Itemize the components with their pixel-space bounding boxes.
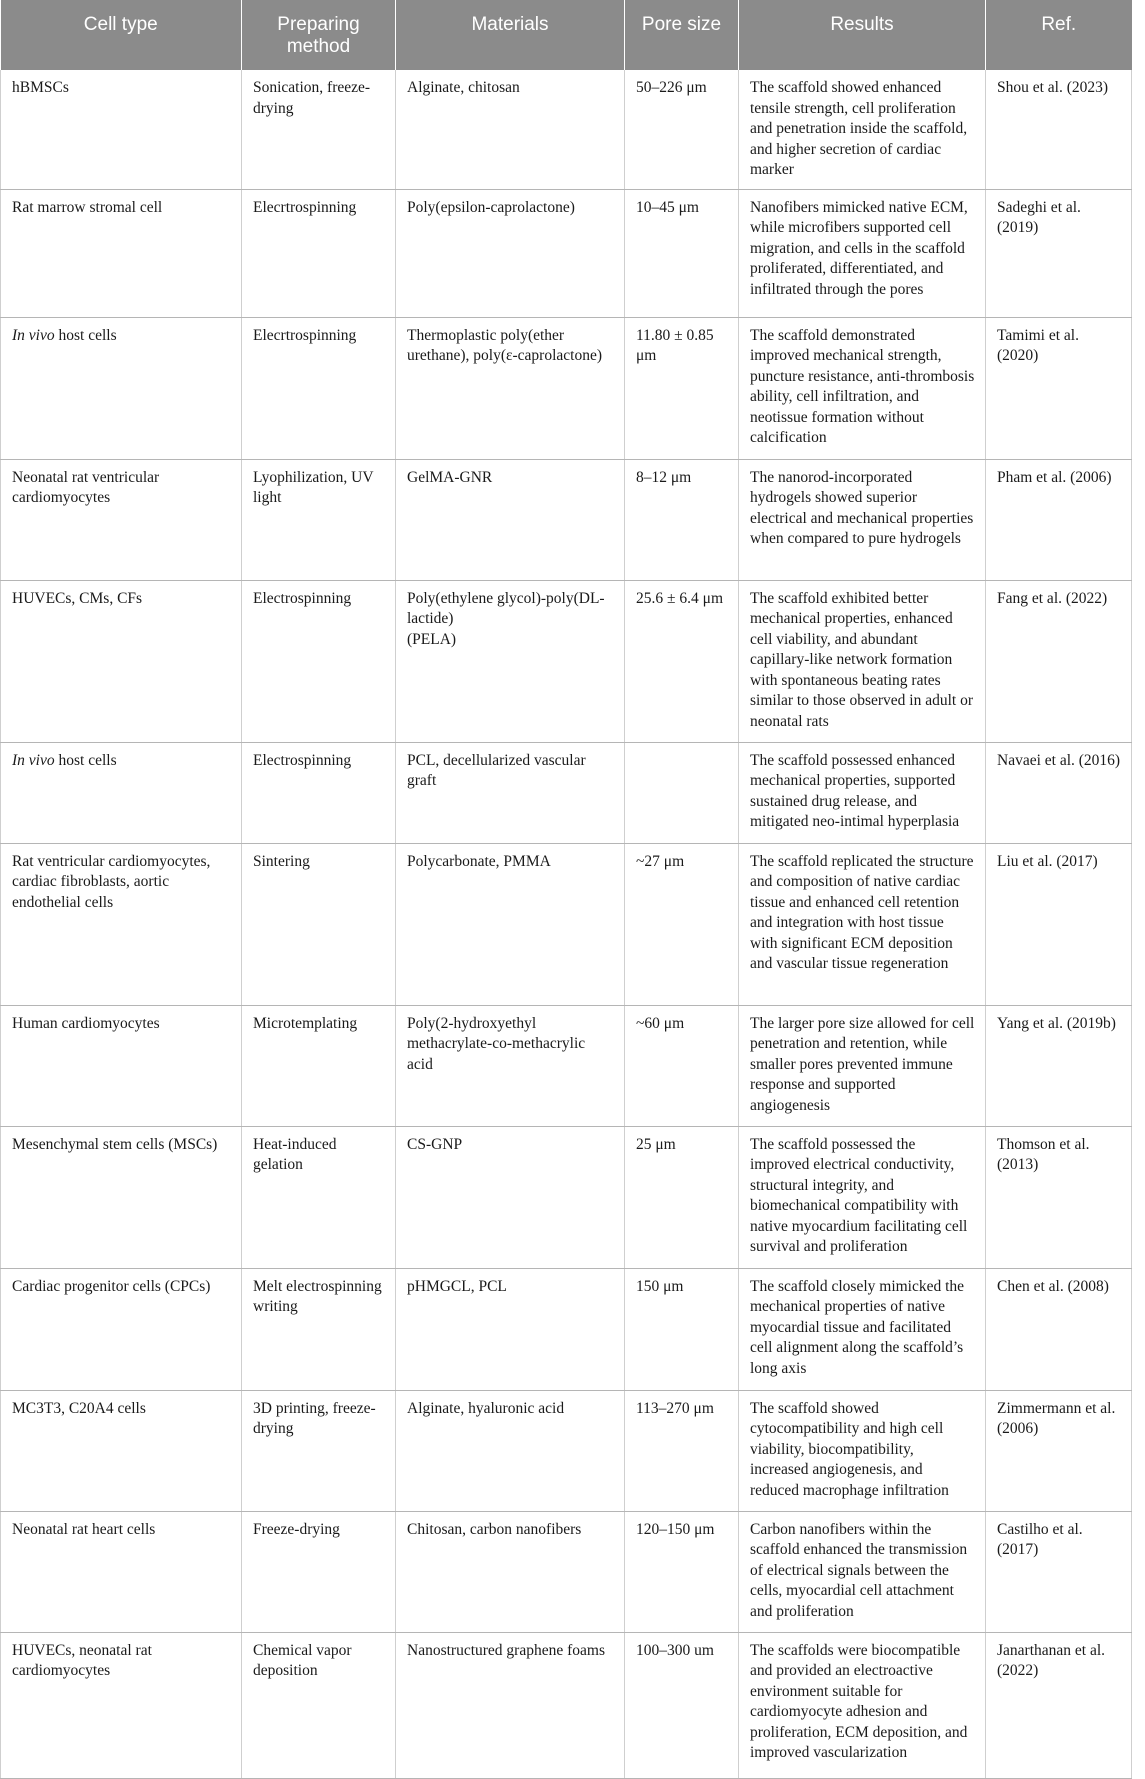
table-row [1,189,1132,317]
cell-type-emphasis: In vivo [12,326,55,344]
cell-type [1,1268,242,1390]
preparing-method: Lyophilization, UV light [242,459,396,580]
pore-size: 11.80 ± 0.85 μm [625,317,739,459]
cell-type [1,189,242,317]
cell-type [1,843,242,1005]
reference: Navaei et al. (2016) [986,742,1132,843]
materials-line-2: (PELA) [407,630,457,648]
cell-type [1,580,242,742]
materials: Alginate, hyaluronic acid [396,1390,625,1511]
materials-line-1: Poly(ethylene glycol)-poly(DL-lactide) [407,589,605,627]
preparing-method: Melt electrospinning writing [242,1268,396,1390]
preparing-method: Sintering [242,843,396,1005]
preparing-method: Electrospinning [242,742,396,843]
pore-size: 25.6 ± 6.4 μm [625,580,739,742]
pore-size: 120–150 μm [625,1511,739,1632]
results: The scaffold showed cytocompatibility and high cell viability, biocompatibility, increased angiogenesis, and reduced macrophage infiltration [739,1390,986,1511]
cell-type-text: Cardiac progenitor cells (CPCs) [12,1277,211,1295]
reference: Yang et al. (2019b) [986,1005,1132,1126]
cell-type-text: host cells [54,326,117,344]
table-row [1,1268,1132,1390]
materials [396,580,625,742]
results: The scaffold demonstrated improved mechanical strength, puncture resistance, anti-thrombosis ability, cell infiltration, and neotissue formation without calcification [739,317,986,459]
reference: Pham et al. (2006) [986,459,1132,580]
table-row [1,742,1132,843]
cell-type-text: Mesenchymal stem cells (MSCs) [12,1135,218,1153]
materials: Thermoplastic poly(ether urethane), poly(ε-caprolactone) [396,317,625,459]
header-row [1,0,1132,70]
cell-type [1,1632,242,1778]
materials: Poly(2-hydroxyethyl methacrylate-co-methacrylic acid [396,1005,625,1126]
header-materials: Materials [396,0,625,70]
results: The scaffold closely mimicked the mechanical properties of native myocardial tissue and facilitated cell alignment along the scaffold’s long axis [739,1268,986,1390]
preparing-method: Heat-induced gelation [242,1126,396,1268]
pore-size: 50–226 μm [625,70,739,189]
results: The scaffold possessed the improved electrical conductivity, structural integrity, and biomechanical compatibility with native myocardium facilitating cell survival and proliferation [739,1126,986,1268]
table-header [1,0,1132,70]
materials: Chitosan, carbon nanofibers [396,1511,625,1632]
header-preparing-method: Preparing method [242,0,396,70]
cell-type-text: Neonatal rat ventricular cardiomyocytes [12,468,160,506]
preparing-method: Chemical vapor deposition [242,1632,396,1778]
results: Nanofibers mimicked native ECM, while microfibers supported cell migration, and cells in the scaffold proliferated, differentiated, and infiltrated through the pores [739,189,986,317]
header-cell-type: Cell type [1,0,242,70]
reference: Tamimi et al. (2020) [986,317,1132,459]
reference: Fang et al. (2022) [986,580,1132,742]
table-row [1,580,1132,742]
header-results: Results [739,0,986,70]
preparing-method: Electrospinning [242,580,396,742]
table-row [1,1005,1132,1126]
materials: GelMA-GNR [396,459,625,580]
results: The scaffolds were biocompatible and provided an electroactive environment suitable for cardiomyocyte adhesion and proliferation, ECM deposition, and improved vascularization [739,1632,986,1778]
preparing-method: Elecrtrospinning [242,189,396,317]
pore-size: ~60 μm [625,1005,739,1126]
table-row [1,1511,1132,1632]
materials: Alginate, chitosan [396,70,625,189]
materials: PCL, decellularized vascular graft [396,742,625,843]
table-row [1,459,1132,580]
results: The larger pore size allowed for cell penetration and retention, while smaller pores prevented immune response and supported angiogenesis [739,1005,986,1126]
results: The scaffold replicated the structure and composition of native cardiac tissue and enhanced cell retention and integration with host tissue with significant ECM deposition and vascular tissue regeneration [739,843,986,1005]
results: The scaffold exhibited better mechanical properties, enhanced cell viability, and abundant capillary-like network formation with spontaneous beating rates similar to those observed in adult or neonatal rats [739,580,986,742]
cell-type-text: Rat ventricular cardiomyocytes, cardiac fibroblasts, aortic endothelial cells [12,852,211,911]
cell-type-text: host cells [54,751,117,769]
preparing-method: Freeze-drying [242,1511,396,1632]
table-row [1,70,1132,189]
pore-size: 10–45 μm [625,189,739,317]
reference: Shou et al. (2023) [986,70,1132,189]
cell-type-text: MC3T3, C20A4 cells [12,1399,146,1417]
preparing-method: Sonication, freeze-drying [242,70,396,189]
cell-type [1,1126,242,1268]
reference: Thomson et al. (2013) [986,1126,1132,1268]
cell-type-text: HUVECs, neonatal rat cardiomyocytes [12,1641,152,1679]
table-row [1,317,1132,459]
cell-type-text: Rat marrow stromal cell [12,198,163,216]
pore-size: ~27 μm [625,843,739,1005]
table-row [1,1632,1132,1778]
cell-type [1,742,242,843]
preparing-method: Microtemplating [242,1005,396,1126]
reference: Chen et al. (2008) [986,1268,1132,1390]
pore-size: 25 μm [625,1126,739,1268]
cell-type [1,1390,242,1511]
cell-type [1,1511,242,1632]
materials: Nanostructured graphene foams [396,1632,625,1778]
cell-type-text: hBMSCs [12,79,69,96]
pore-size: 100–300 um [625,1632,739,1778]
cell-type [1,459,242,580]
cell-type [1,70,242,189]
cell-type-emphasis: In vivo [12,751,55,769]
cell-type-text: HUVECs, CMs, CFs [12,589,143,607]
pore-size [625,742,739,843]
results: Carbon nanofibers within the scaffold enhanced the transmission of electrical signals between the cells, myocardial cell attachment and proliferation [739,1511,986,1632]
header-ref: Ref. [986,0,1132,70]
cell-type-text: Human cardiomyocytes [12,1014,160,1032]
table-row [1,1390,1132,1511]
header-pore-size: Pore size [625,0,739,70]
results: The scaffold possessed enhanced mechanical properties, supported sustained drug release, and mitigated neo-intimal hyperplasia [739,742,986,843]
reference: Liu et al. (2017) [986,843,1132,1005]
cell-type [1,1005,242,1126]
materials: Poly(epsilon-caprolactone) [396,189,625,317]
materials: CS-GNP [396,1126,625,1268]
reference: Janarthanan et al. (2022) [986,1632,1132,1778]
materials: pHMGCL, PCL [396,1268,625,1390]
pore-size: 113–270 μm [625,1390,739,1511]
results: The scaffold showed enhanced tensile strength, cell proliferation and penetration inside the scaffold, and higher secretion of cardiac marker [739,70,986,189]
pore-size: 150 μm [625,1268,739,1390]
table-body [1,70,1132,1778]
reference: Zimmermann et al. (2006) [986,1390,1132,1511]
preparing-method: Elecrtrospinning [242,317,396,459]
cell-type [1,317,242,459]
pore-size: 8–12 μm [625,459,739,580]
reference: Castilho et al. (2017) [986,1511,1132,1632]
cell-type-text: Neonatal rat heart cells [12,1520,156,1538]
table-row [1,1126,1132,1268]
materials: Polycarbonate, PMMA [396,843,625,1005]
preparing-method: 3D printing, freeze-drying [242,1390,396,1511]
table-row [1,843,1132,1005]
reference: Sadeghi et al. (2019) [986,189,1132,317]
results: The nanorod-incorporated hydrogels showed superior electrical and mechanical properties when compared to pure hydrogels [739,459,986,580]
